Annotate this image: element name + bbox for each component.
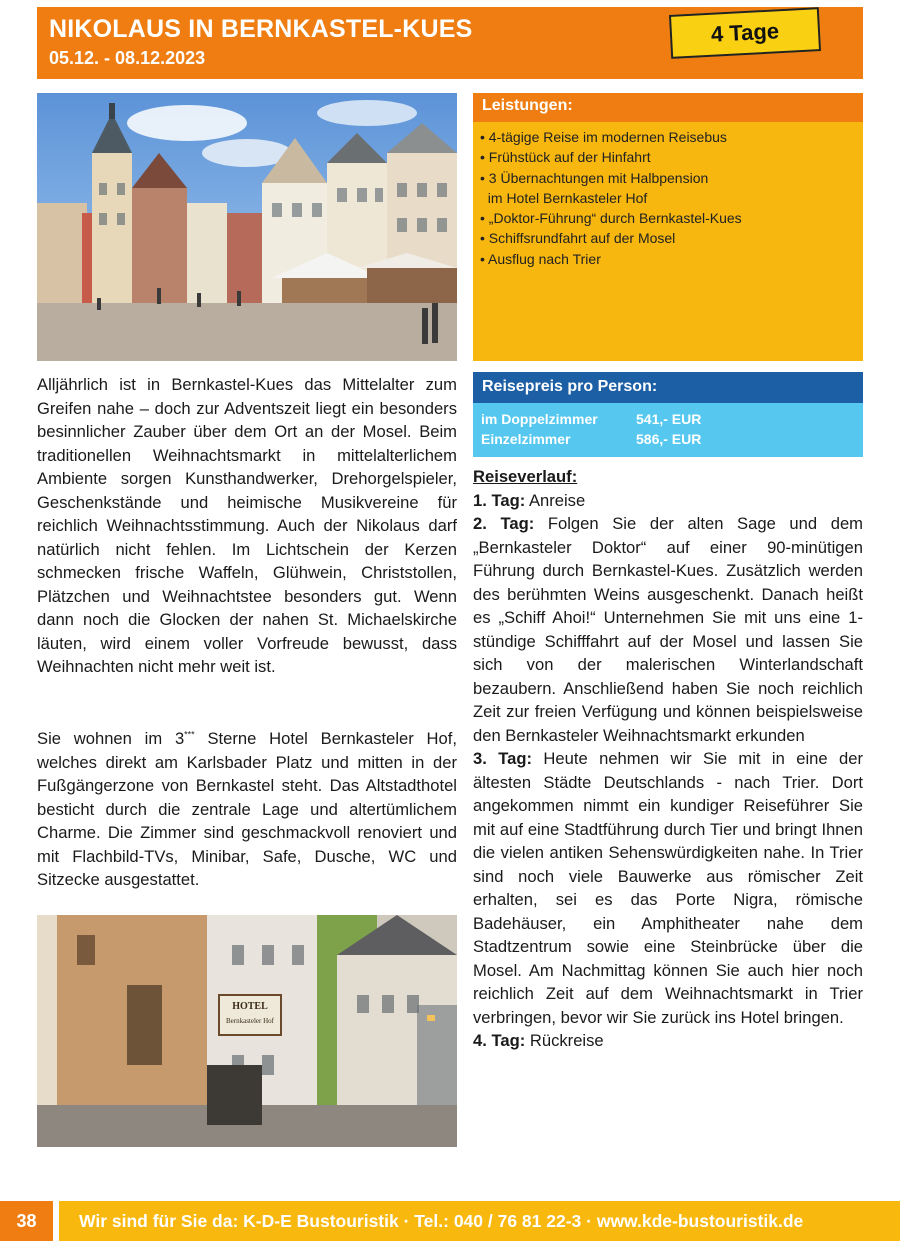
price-value-single: 586,- EUR bbox=[636, 431, 702, 447]
day-text: Rückreise bbox=[525, 1031, 604, 1050]
day-text: Anreise bbox=[525, 490, 586, 510]
itinerary-day-4 bbox=[473, 1029, 863, 1053]
itinerary-day-2 bbox=[473, 512, 863, 747]
services-heading: Leistungen: bbox=[473, 93, 863, 122]
travel-dates: 05.12. - 08.12.2023 bbox=[49, 48, 206, 68]
duration-badge: 4 Tage bbox=[669, 7, 821, 59]
day-label: 2. Tag: bbox=[473, 514, 535, 533]
price-heading: Reisepreis pro Person: bbox=[473, 372, 863, 403]
day-label: 3. Tag: bbox=[473, 749, 533, 768]
list-item: im Hotel Bernkasteler Hof bbox=[480, 189, 648, 206]
hotel-sign-line1: HOTEL bbox=[232, 1001, 268, 1012]
list-item: • „Doktor-Führung“ durch Bernkastel-Kues bbox=[480, 210, 742, 227]
market-square-photo bbox=[37, 93, 457, 361]
hotel-text-rest: Sterne Hotel Bernkasteler Hof, welches direkt am Karlsbader Platz und mitten in der Fußgängerzone von Bernkastel steht. Das Altstadthotel besticht durch die zentrale Lage und altertümlichem Charme. Die Zimmer sind geschmackvoll renoviert und mit Flachbild-TVs, Minibar, Safe, Dusche, WC und Sitzecke ausgestattet. bbox=[37, 729, 457, 889]
hotel-sign-line2: Bernkasteler Hof bbox=[225, 1017, 275, 1025]
itinerary-heading: Reiseverlauf: bbox=[473, 467, 578, 486]
page-title: NIKOLAUS IN BERNKASTEL-KUES bbox=[49, 15, 473, 43]
list-item: • Frühstück auf der Hinfahrt bbox=[480, 149, 651, 166]
day-label: 1. Tag: bbox=[473, 490, 526, 510]
list-item: • 3 Übernachtungen mit Halbpension bbox=[480, 169, 709, 186]
price-label-single: Einzelzimmer bbox=[481, 431, 571, 447]
price-value-double: 541,- EUR bbox=[636, 411, 702, 427]
day-text: Folgen Sie der alten Sage und dem „Bernkasteler Doktor“ auf einer 90-minütigen Führung durch Bernkastel-Kues. Zusätzlich werden des berühmten Weins ausgeschenkt. Danach heißt es „Schiff Ahoi!“ Unternehmen Sie mit uns eine 1-stündige Schifffahrt auf der Mosel und lassen Sie sich von der malerischen Winterlandschaft bezaubern. Anschließend haben Sie noch reichlich Zeit zur freien Verfügung und können beispielsweise den Bernkasteler Weihnachtsmarkt erkunden bbox=[473, 514, 863, 745]
list-item: • Schiffsrundfahrt auf der Mosel bbox=[480, 230, 676, 247]
list-item: • Ausflug nach Trier bbox=[480, 250, 601, 267]
day-label: 4. Tag: bbox=[473, 1031, 526, 1050]
itinerary-day-3 bbox=[473, 747, 863, 1029]
page-number: 38 bbox=[0, 1201, 53, 1241]
footer-contact: Wir sind für Sie da: K-D-E Bustouristik · Tel.: 040 / 76 81 22-3 · www.kde-bustouristik.de bbox=[79, 1211, 804, 1231]
price-label-double: im Doppelzimmer bbox=[481, 411, 598, 427]
hotel-paragraph bbox=[37, 727, 457, 892]
itinerary-day-1 bbox=[473, 489, 863, 513]
star-rating: *** bbox=[184, 729, 195, 740]
list-item: • 4-tägige Reise im modernen Reisebus bbox=[480, 129, 727, 145]
intro-paragraph: Alljährlich ist in Bernkastel-Kues das Mittelalter zum Greifen nahe – doch zur Adventszeit liegt ein besonders besinnlicher Zauber über dem Ort an der Mosel. Beim traditionellen Weihnachtsmarkt in mittelalterlichem Ambiente sorgen Kunsthandwerker, Drehorgelspieler, Geschenkstände und heimische Musikvereine für reichlich Weihnachtsstimmung. Auch der Nikolaus darf natürlich nicht fehlen. Im Lichtschein der Kerzen schmecken frische Waffeln, Glühwein, Christstollen, Plätzchen und Weihnachtstee besonders gut. Wenn dann noch die Glocken der nahen St. Michaelskirche läuten, wird einem voller Vorfreude bewusst, dass Weihnachten nicht mehr weit ist. bbox=[37, 375, 457, 676]
hotel-text-start: Sie wohnen im 3 bbox=[37, 729, 185, 748]
day-text: Heute nehmen wir Sie mit in eine der ältesten Städte Deutschlands - nach Trier. Dort angekommen nimmt ein kundiger Reiseführer Sie mit auf eine Stadtführung durch Tier und bringt Ihnen die vielen antiken Sehenswürdigkeiten nahe. In Trier sind noch viele Bauwerke aus römischer Zeit erhalten, sei es das Porte Nigra, römische Badehäuser, ein Amphitheater nahe dem Stadtzentrum sowie eine Steinbrücke über die Mosel. Am Nachmittag können Sie auch hier noch reichlich Zeit auf dem Weihnachtsmarkt in Trier verbringen, bevor wir Sie zurück ins Hotel bringen. bbox=[473, 749, 863, 1027]
hotel-street-photo bbox=[37, 915, 457, 1147]
itinerary bbox=[473, 465, 863, 1053]
services-list bbox=[480, 127, 860, 269]
